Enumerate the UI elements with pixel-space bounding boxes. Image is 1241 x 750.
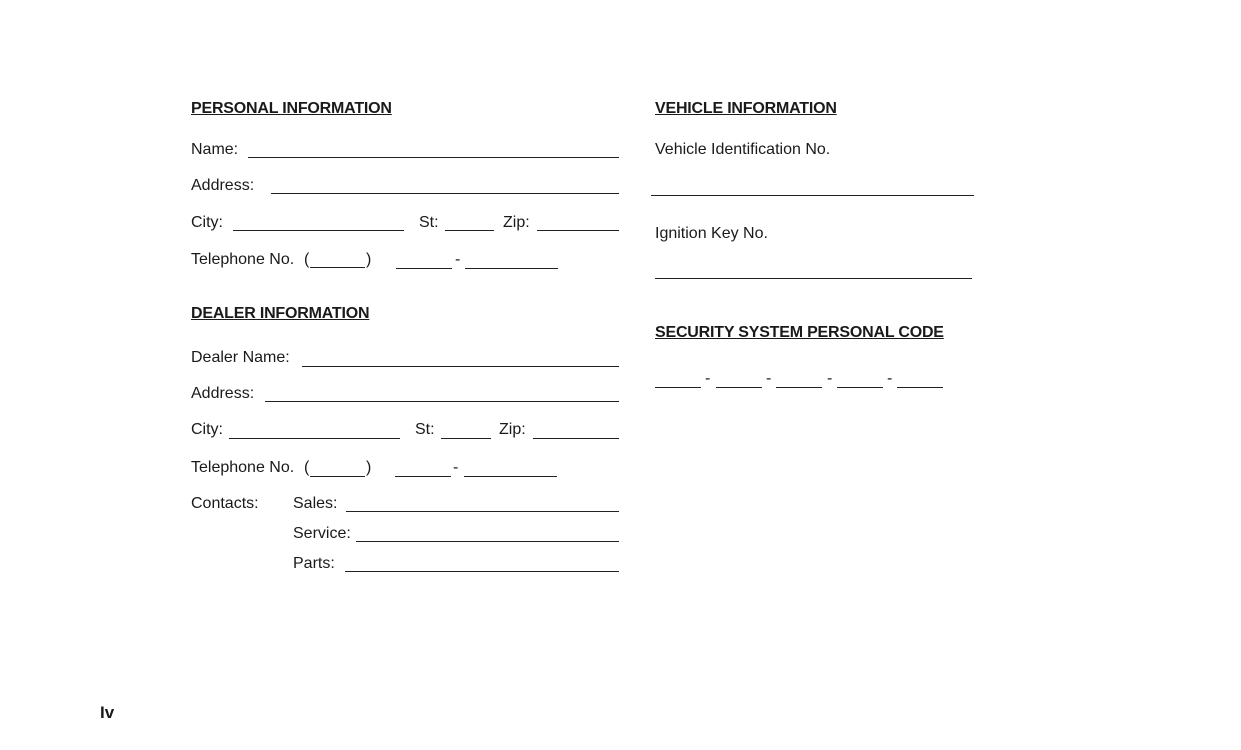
dealer-service-label: Service: <box>293 525 351 542</box>
personal-phone-area-open: ( <box>304 251 310 268</box>
vehicle-vin-field[interactable] <box>651 195 974 196</box>
security-code-dash-1: - <box>705 370 711 387</box>
dealer-contacts-label: Contacts: <box>191 495 259 512</box>
personal-phone-prefix-field[interactable] <box>396 268 452 269</box>
dealer-info-heading: DEALER INFORMATION <box>191 305 370 322</box>
security-code-field-3[interactable] <box>776 387 822 388</box>
vehicle-key-label: Ignition Key No. <box>655 225 768 242</box>
personal-phone-label: Telephone No. <box>191 251 295 268</box>
security-code-field-5[interactable] <box>897 387 943 388</box>
dealer-phone-area-field[interactable] <box>310 476 365 477</box>
dealer-phone-area-close: ) <box>366 459 372 476</box>
vehicle-vin-label: Vehicle Identification No. <box>655 141 831 158</box>
dealer-state-field[interactable] <box>441 438 491 439</box>
personal-address-field[interactable] <box>271 193 619 194</box>
security-code-field-4[interactable] <box>837 387 883 388</box>
dealer-phone-prefix-field[interactable] <box>395 476 451 477</box>
dealer-sales-label: Sales: <box>293 495 338 512</box>
security-code-dash-3: - <box>827 370 833 387</box>
dealer-service-field[interactable] <box>356 541 619 542</box>
personal-info-heading: PERSONAL INFORMATION <box>191 100 392 117</box>
dealer-parts-label: Parts: <box>293 555 335 572</box>
dealer-address-field[interactable] <box>265 401 619 402</box>
dealer-address-label: Address: <box>191 385 255 402</box>
personal-phone-dash: - <box>455 251 461 268</box>
personal-address-label: Address: <box>191 177 255 194</box>
dealer-zip-label: Zip: <box>499 421 526 438</box>
dealer-phone-line-field[interactable] <box>464 476 557 477</box>
security-code-field-1[interactable] <box>655 387 701 388</box>
dealer-state-label: St: <box>415 421 435 438</box>
vehicle-info-heading: VEHICLE INFORMATION <box>655 100 837 117</box>
personal-phone-area-close: ) <box>366 251 372 268</box>
dealer-sales-field[interactable] <box>346 511 619 512</box>
personal-phone-area-field[interactable] <box>310 267 365 268</box>
dealer-phone-area-open: ( <box>304 459 310 476</box>
security-code-heading: SECURITY SYSTEM PERSONAL CODE <box>655 324 944 341</box>
security-code-field-2[interactable] <box>716 387 762 388</box>
dealer-name-field[interactable] <box>302 366 619 367</box>
personal-zip-label: Zip: <box>503 214 530 231</box>
dealer-phone-dash: - <box>453 459 459 476</box>
security-code-dash-4: - <box>887 370 893 387</box>
security-code-dash-2: - <box>766 370 772 387</box>
personal-state-label: St: <box>419 214 439 231</box>
personal-state-field[interactable] <box>445 230 494 231</box>
dealer-zip-field[interactable] <box>533 438 619 439</box>
page-number: Iv <box>100 703 115 722</box>
dealer-parts-field[interactable] <box>345 571 619 572</box>
dealer-city-label: City: <box>191 421 223 438</box>
dealer-phone-label: Telephone No. <box>191 459 295 476</box>
personal-name-label: Name: <box>191 141 239 158</box>
dealer-name-label: Dealer Name: <box>191 349 290 366</box>
personal-name-field[interactable] <box>248 157 619 158</box>
vehicle-key-field[interactable] <box>655 278 972 279</box>
dealer-city-field[interactable] <box>229 438 400 439</box>
personal-city-field[interactable] <box>233 230 404 231</box>
personal-city-label: City: <box>191 214 223 231</box>
personal-phone-line-field[interactable] <box>465 268 558 269</box>
personal-zip-field[interactable] <box>537 230 619 231</box>
